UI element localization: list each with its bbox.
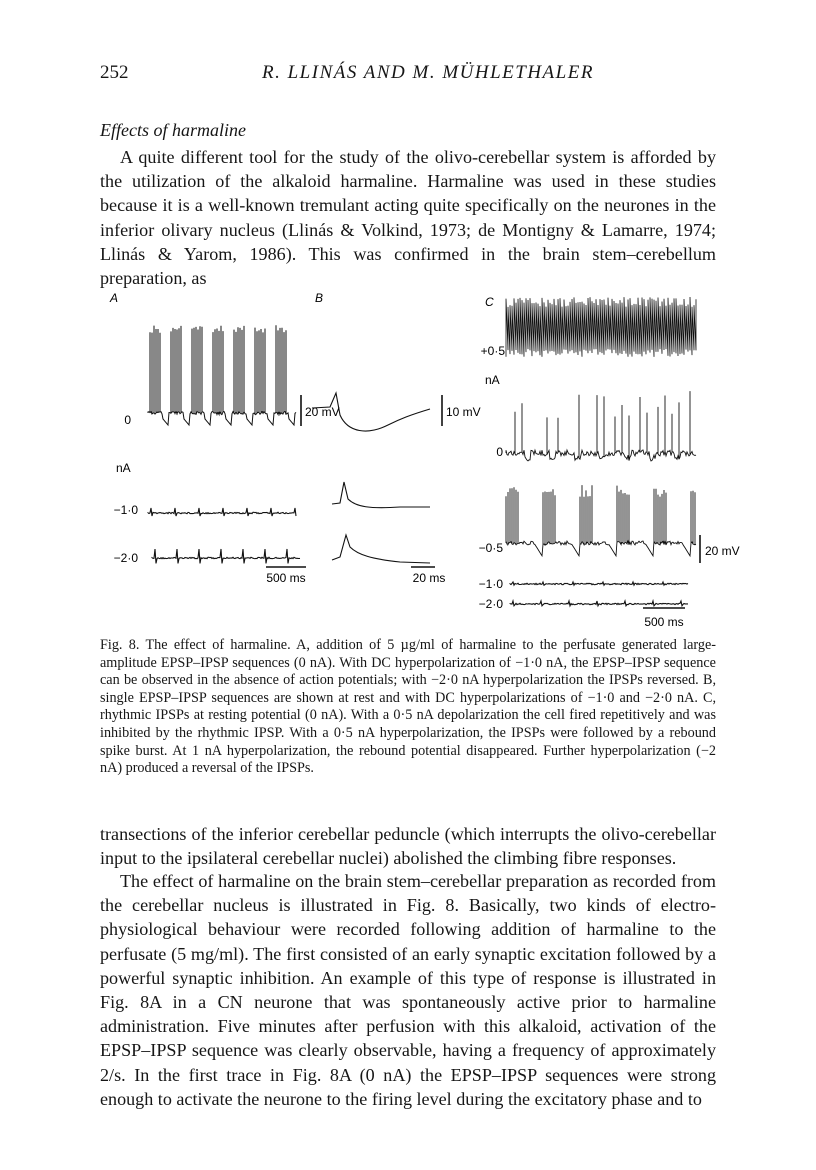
panel-a-letter: A: [110, 291, 119, 305]
panel-a-trace-minus-2na: [152, 549, 300, 563]
panel-b-voltage-scale-label: 10 mV: [446, 405, 481, 419]
panel-b-trace-minus-2na: [332, 535, 430, 563]
panel-c-label-plus-0-5: +0·5: [480, 344, 505, 358]
panel-c-trace-minus-2na: [510, 601, 688, 606]
panel-c-trace-minus-0-5na: [506, 485, 696, 556]
figure-8: [100, 285, 740, 635]
panel-a-label-minus-1: −1·0: [113, 503, 138, 517]
paragraph-2: transections of the inferior cerebellar peduncle (which interrupts the olivo-cerebellar input to the ipsilateral cerebellar nuclei) abolished the climbing fibre responses.: [100, 824, 716, 869]
panel-c-letter: C: [485, 295, 494, 309]
panel-c-voltage-scale-label: 20 mV: [705, 544, 740, 558]
panel-a-trace-0na: [148, 325, 296, 425]
panel-c-label-minus-0-5: −0·5: [478, 541, 503, 555]
panel-a-label-0: 0: [124, 413, 131, 427]
panel-c-trace-plus-0-5na: [506, 297, 696, 357]
panel-c-trace-0na: [506, 391, 696, 461]
panel-a-unit-label: nA: [116, 461, 131, 475]
panel-c: [479, 297, 740, 629]
figure-8-svg: [100, 285, 740, 635]
paragraph-3: The effect of harmaline on the brain stem–cerebellar preparation as recorded from the cerebellar nucleus is illustrated in Fig. 8. Basically, two kinds of electro-physiological behaviour were recorded following addition of harmaline to the perfusate (5 mg/ml). The first consisted of an early synaptic excitation followed by a powerful synaptic inhibition. An example of this type of response is illustrated in Fig. 8A in a CN neurone that was spontaneously active prior to harmaline administration. Five minutes after perfusion with this alkaloid, activation of the EPSP–IPSP sequence was clearly observable, having a frequency of approximately 2/s. In the first trace in Fig. 8A (0 nA) the EPSP–IPSP sequences were strong enough to activate the neurone to the firing level during the excitatory phase and to: [100, 871, 716, 1109]
panel-a-trace-minus-1na: [148, 508, 296, 516]
panel-a-time-scale-label: 500 ms: [266, 571, 306, 585]
panel-b-trace-minus-1na: [332, 482, 430, 508]
panel-c-label-minus-2: −2·0: [478, 597, 503, 611]
panel-c-trace-minus-1na: [510, 582, 688, 585]
panel-b: [312, 393, 481, 585]
panel-c-time-scale-label: 500 ms: [644, 615, 684, 629]
section-heading: Effects of harmaline: [100, 120, 246, 140]
paragraph-1: A quite different tool for the study of the olivo-cerebellar system is afforded by the utilization of the alkaloid harmaline. Harmaline was used in these studies because it is a well-known tremulant acting quite specifically on the neurones in the inferior olivary nucleus (Llinás & Volkind, 1973; de Montigny & Lamarre, 1974; Llinás & Yarom, 1986). This was confirmed in the brain stem–cerebellum preparation, as: [100, 147, 716, 289]
panel-c-unit-label: nA: [485, 373, 500, 387]
panel-b-time-scale-label: 20 ms: [412, 571, 446, 585]
figure-caption: Fig. 8. The effect of harmaline. A, addition of 5 µg/ml of harmaline to the perfusate generated large-amplitude EPSP–IPSP sequences (0 nA). With DC hyperpolarization of −1·0 nA, the EPSP–IPSP sequence can be observed in the absence of action potentials; with −2·0 nA hyperpolarization the IPSPs reversed. B, single EPSP–IPSP sequences are shown at rest and with DC hyperpolarizations of −1·0 and −2·0 nA. C, rhythmic IPSPs at resting potential (0 nA). With a 0·5 nA depolarization the cell fired repetitively and was inhibited by the rhythmic IPSP. With a 0·5 nA hyperpolarization, the IPSPs were followed by a rebound spike burst. At 1 nA hyperpolarization, the rebound potential disappeared. Further hyperpolarization (−2 nA) produced a reversal of the IPSPs.: [100, 637, 716, 777]
page-header: [0, 62, 816, 92]
page-number: 252: [100, 62, 129, 83]
running-head: R. LLINÁS AND M. MÜHLETHALER: [262, 62, 594, 83]
panel-a: [114, 325, 340, 585]
panel-a-label-minus-2: −2·0: [113, 551, 138, 565]
panel-c-label-0: 0: [496, 445, 503, 459]
panel-b-letter: B: [315, 291, 324, 305]
panel-c-label-minus-1: −1·0: [478, 577, 503, 591]
panel-a-voltage-scale-label: 20 mV: [305, 405, 340, 419]
